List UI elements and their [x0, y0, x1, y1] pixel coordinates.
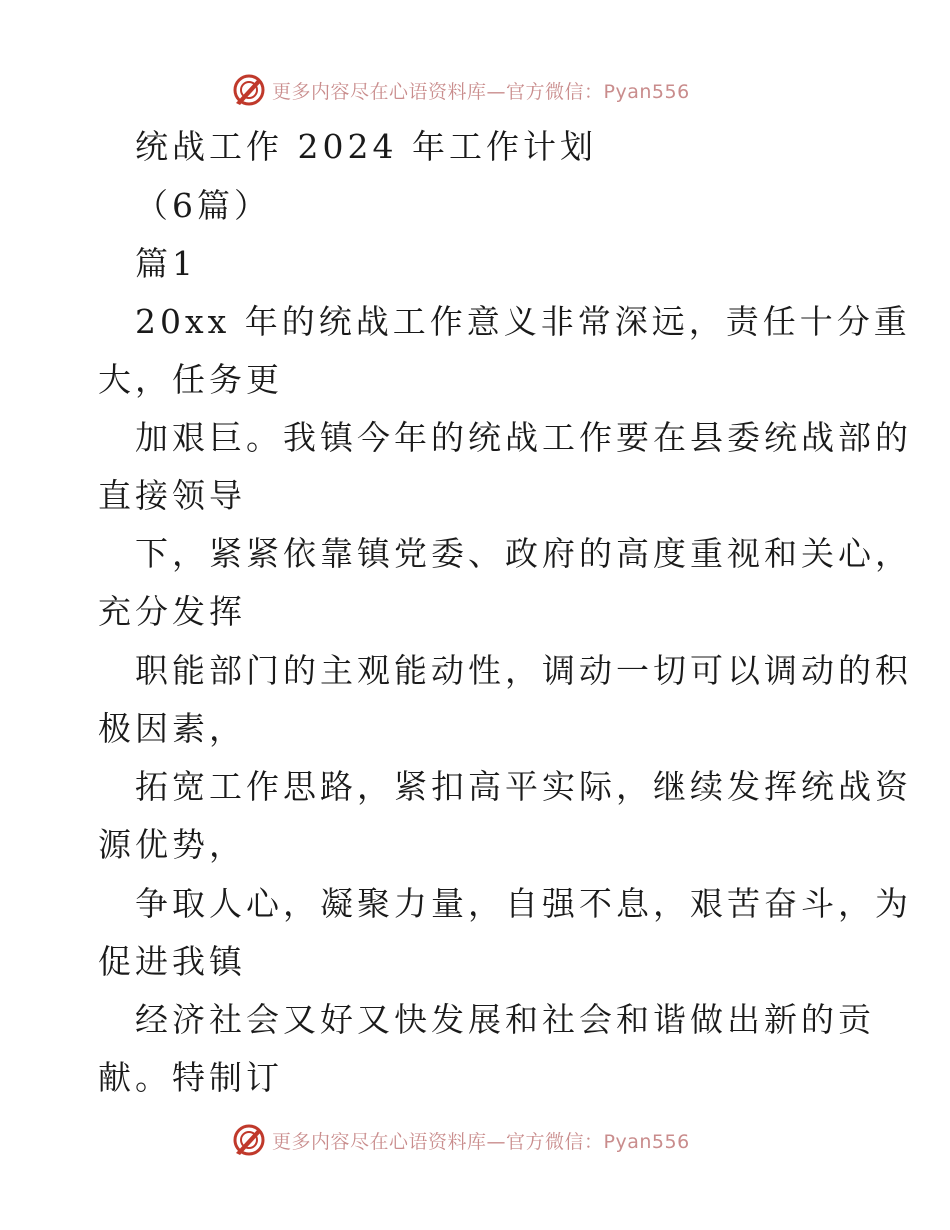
watermark-text: 更多内容尽在心语资料库—官方微信：Pyan556 [272, 80, 690, 103]
paragraph-line: 直接领导 [98, 476, 246, 515]
document-subtitle: （6篇） [135, 186, 271, 225]
paragraph-line: 献。特制订 [98, 1058, 283, 1097]
paragraph-line: 职能部门的主观能动性，调动一切可以调动的积 [135, 651, 912, 690]
paragraph-line: 极因素， [98, 709, 246, 748]
quill-logo-icon [232, 73, 266, 107]
watermark-text: 更多内容尽在心语资料库—官方微信：Pyan556 [272, 1130, 690, 1153]
watermark-footer [232, 1120, 690, 1160]
quill-logo-icon [232, 1123, 266, 1157]
document-title: 统战工作 2024 年工作计划 [135, 127, 597, 166]
paragraph-line: 加艰巨。我镇今年的统战工作要在县委统战部的 [135, 418, 912, 457]
watermark-header [232, 70, 690, 110]
paragraph-line: 争取人心，凝聚力量，自强不息，艰苦奋斗，为 [135, 884, 912, 923]
paragraph-line: 促进我镇 [98, 942, 246, 981]
paragraph-line: 经济社会又好又快发展和社会和谐做出新的贡 [135, 1000, 875, 1039]
paragraph-line: 20xx 年的统战工作意义非常深远，责任十分重 [135, 302, 911, 341]
paragraph-line: 拓宽工作思路，紧扣高平实际，继续发挥统战资 [135, 767, 912, 806]
paragraph-line: 大，任务更 [98, 360, 283, 399]
paragraph-line: 源优势， [98, 825, 246, 864]
section-heading: 篇1 [135, 244, 197, 283]
paragraph-line: 下，紧紧依靠镇党委、政府的高度重视和关心， [135, 534, 912, 573]
paragraph-line: 充分发挥 [98, 592, 246, 631]
